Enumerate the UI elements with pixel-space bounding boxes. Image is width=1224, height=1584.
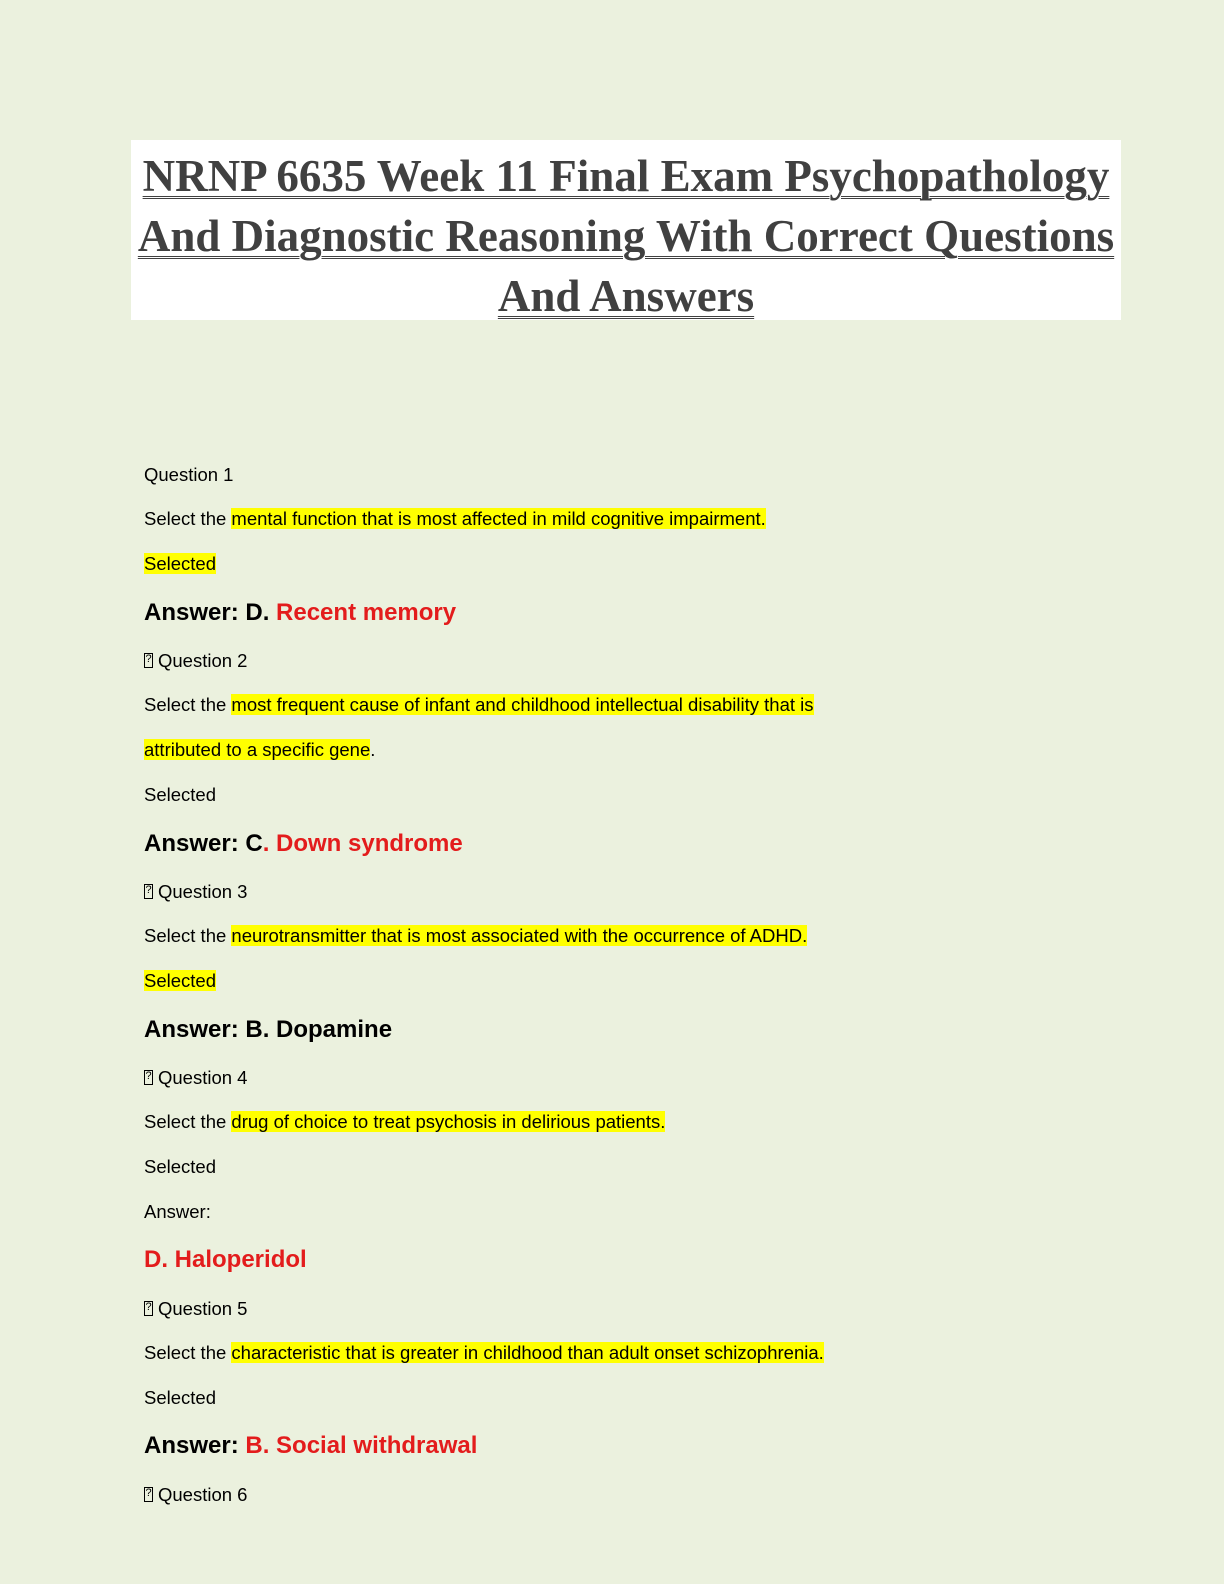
question-3-highlight: neurotransmitter that is most associated with the occurrence of ADHD.: [231, 925, 808, 946]
question-2-selected: Selected: [144, 784, 216, 805]
question-4-label: ?Question 4: [144, 1067, 247, 1089]
question-1-answer-value: Recent memory: [276, 599, 457, 626]
question-1-highlight: mental function that is most affected in mild cognitive impairment.: [231, 508, 766, 529]
missing-glyph-icon: [144, 884, 153, 899]
question-4-highlight: drug of choice to treat psychosis in delirious patients.: [231, 1111, 666, 1132]
question-2-highlight-line2: attributed to a specific gene: [144, 739, 371, 760]
question-5-answer: Answer: B. Social withdrawal: [144, 1432, 478, 1459]
question-2-prompt: [144, 694, 814, 716]
question-2-highlight-line1: most frequent cause of infant and childhood intellectual disability that is: [231, 694, 814, 715]
question-3-answer: Answer: B. Dopamine: [144, 1016, 393, 1043]
question-3-prompt: [144, 925, 807, 947]
question-1-prefix: Select the: [144, 508, 232, 529]
question-5-answer-value: B. Social withdrawal: [245, 1432, 478, 1459]
question-4-answer-value: D. Haloperidol: [144, 1246, 307, 1273]
missing-glyph-icon: [144, 1301, 153, 1316]
question-4-prompt: [144, 1111, 665, 1133]
question-2-prompt-cont: attributed to a specific gene.: [144, 739, 376, 760]
missing-glyph-icon: [144, 653, 153, 668]
question-5-prompt: [144, 1342, 824, 1364]
title-box: [131, 140, 1121, 320]
question-1-label: Question 1: [144, 464, 234, 485]
missing-glyph-icon: [144, 1487, 153, 1502]
question-1-selected: Selected: [144, 553, 216, 574]
question-5-selected: Selected: [144, 1387, 216, 1408]
question-1-prompt: [144, 508, 766, 530]
question-5-highlight: characteristic that is greater in childhood than adult onset schizophrenia.: [231, 1342, 824, 1363]
question-2-answer: Answer: C. Down syndrome: [144, 830, 463, 857]
question-5-label: ?Question 5: [144, 1298, 247, 1320]
question-4-prefix: Select the: [144, 1111, 232, 1132]
question-4-answer-label: Answer:: [144, 1201, 211, 1222]
question-6-label: ?Question 6: [144, 1484, 247, 1506]
question-5-prefix: Select the: [144, 1342, 232, 1363]
question-2-answer-value: . Down syndrome: [262, 830, 463, 857]
missing-glyph-icon: [144, 1070, 153, 1085]
question-3-selected: Selected: [144, 970, 216, 991]
question-4-selected: Selected: [144, 1156, 216, 1177]
question-2-label: ?Question 2: [144, 650, 247, 672]
question-3-label: ?Question 3: [144, 881, 247, 903]
question-1-answer: Answer: D. Recent memory: [144, 599, 457, 626]
question-3-prefix: Select the: [144, 925, 232, 946]
question-2-prefix: Select the: [144, 694, 232, 715]
document-title: NRNP 6635 Week 11 Final Exam Psychopathology And Diagnostic Reasoning With Correct Questions And Answers: [137, 151, 1115, 321]
